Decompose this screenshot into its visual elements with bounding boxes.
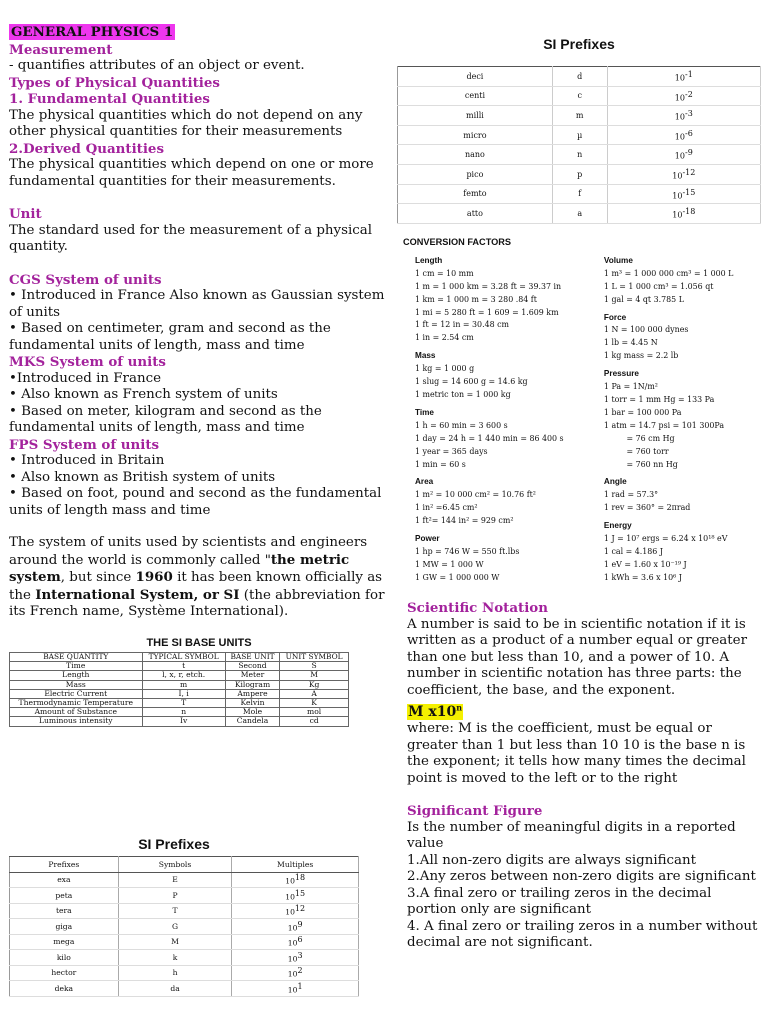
conversion-category: Power	[415, 534, 440, 544]
prefix-multiple	[607, 184, 760, 204]
prefix-symbol: da	[118, 981, 232, 997]
table-row	[10, 671, 349, 680]
table-cell: Candela	[225, 717, 280, 726]
table-cell: n	[142, 708, 225, 717]
fps-bullet: • Introduced in Britain	[9, 453, 165, 468]
conversion-line: 1 m² = 10 000 cm² = 10.76 ft²	[415, 490, 536, 500]
table-cell: Iv	[142, 717, 225, 726]
multiple-base: 10	[674, 93, 685, 103]
table-cell: t	[142, 662, 225, 671]
conversion-category: Energy	[603, 521, 632, 531]
prefix-symbol: P	[118, 888, 232, 904]
scientific-where: where: M is the coefficient, must be equal or greater than 1 but less than 10 10 is the base n is the exponent; it tells how many times the decimal point is moved to the left or to the right	[407, 721, 746, 786]
multiple-base: 10	[287, 954, 298, 964]
conversion-category: Mass	[415, 351, 436, 361]
table-header: Prefixes	[10, 857, 119, 873]
prefix-name: peta	[10, 888, 119, 904]
conversion-line: 1 km = 1 000 m = 3 280 .84 ft	[415, 294, 537, 304]
multiple-base: 10	[674, 112, 685, 122]
multiple-base: 10	[672, 210, 683, 220]
prefix-multiple	[232, 872, 359, 888]
prefix-name: kilo	[10, 950, 119, 966]
table-cell: Ampere	[225, 689, 280, 698]
table-row	[10, 934, 359, 950]
table-cell: T	[142, 699, 225, 708]
cgs-heading: CGS System of units	[9, 271, 162, 288]
prefix-name: deci	[398, 67, 553, 87]
conversion-line: 1 cm = 10 mm	[415, 268, 474, 278]
conversion-line: = 76 cm Hg	[603, 433, 675, 443]
multiple-base: 10	[285, 892, 295, 902]
conversion-line: 1 slug = 14 600 g = 14.6 kg	[415, 377, 528, 387]
conversion-line: 1 in² =6.45 cm²	[415, 503, 478, 513]
table-row	[10, 717, 349, 726]
si-base-table	[9, 652, 349, 727]
types-heading: Types of Physical Quantities	[9, 74, 220, 91]
conversion-line: 1 bar = 100 000 Pa	[603, 407, 682, 417]
multiple-exponent: 2	[297, 966, 303, 976]
conversion-line: 1 atm = 14.7 psi = 101 300Pa	[603, 420, 725, 430]
table-cell: Length	[10, 671, 143, 680]
conversion-line: 1 day = 24 h = 1 440 min = 86 400 s	[415, 433, 564, 443]
conversion-line: 1 MW = 1 000 W	[415, 559, 484, 569]
prefix-symbol: µ	[552, 125, 607, 145]
prefix-multiple	[232, 950, 359, 966]
table-cell: Electric Current	[10, 689, 143, 698]
si-prefixes-large	[9, 836, 359, 997]
conversion-line: = 760 torr	[603, 446, 669, 456]
multiple-exponent: -2	[684, 89, 693, 99]
table-header: BASE QUANTITY	[10, 653, 143, 662]
multiple-exponent: 3	[297, 950, 303, 960]
conversion-line: 1 metric ton = 1 000 kg	[415, 389, 511, 399]
conversion-line: 1 kg = 1 000 g	[415, 364, 475, 374]
prefix-name: hector	[10, 965, 119, 981]
sigfig-rule: 3.A final zero or trailing zeros in the decimal portion only are significant	[407, 885, 712, 918]
multiple-base: 10	[674, 152, 685, 161]
table-cell: I, i	[142, 689, 225, 698]
si-prefixes-small-table	[397, 66, 761, 224]
table-row	[398, 204, 761, 224]
table-row	[398, 145, 761, 165]
conversion-line: 1 h = 60 min = 3 600 s	[415, 420, 508, 430]
prefix-symbol: p	[552, 164, 607, 184]
multiple-base: 10	[287, 939, 298, 949]
mks-bullet: • Also known as French system of units	[9, 387, 278, 402]
conversion-line: 1 kg mass = 2.2 lb	[603, 351, 679, 361]
right-text-column	[407, 600, 763, 952]
table-cell: Meter	[225, 671, 280, 680]
prefix-name: femto	[398, 184, 553, 204]
prefix-symbol: k	[118, 950, 232, 966]
multiple-exponent: 18	[294, 873, 306, 883]
si-prefixes-large-title: SI Prefixes	[138, 836, 210, 852]
prefix-name: pico	[398, 164, 553, 184]
multiple-base: 10	[285, 877, 295, 887]
prefix-name: milli	[398, 106, 553, 126]
table-cell: Thermodynamic Temperature	[10, 699, 143, 708]
prefix-multiple	[232, 981, 359, 997]
table-row	[398, 125, 761, 145]
multiple-base: 10	[674, 73, 685, 83]
prefix-symbol: M	[118, 934, 232, 950]
fundamental-heading: 1. Fundamental Quantities	[9, 91, 210, 107]
table-row	[10, 950, 359, 966]
conversion-line: 1 eV = 1.60 x 10⁻¹⁹ J	[603, 559, 687, 569]
table-cell: S	[280, 662, 349, 671]
derived-heading: 2.Derived Quantities	[9, 140, 164, 157]
table-row	[10, 888, 359, 904]
conversion-line: 1 year = 365 days	[415, 446, 488, 456]
conversion-line: 1 mi = 5 280 ft = 1 609 = 1.609 km	[415, 307, 559, 317]
conversion-category: Volume	[603, 255, 633, 265]
prefix-symbol: n	[552, 145, 607, 165]
table-header: Multiples	[232, 857, 359, 873]
mks-bullet: • Based on meter, kilogram and second as the fundamental units of length, mass and time	[9, 403, 322, 435]
prefix-name: centi	[398, 86, 553, 106]
conversion-line: 1 ft²= 144 in² = 929 cm²	[415, 516, 514, 526]
prefix-symbol: c	[552, 86, 607, 106]
table-cell: Kg	[280, 680, 349, 689]
multiple-base: 10	[287, 985, 298, 995]
scientific-text: A number is said to be in scientific notation if it is written as a product of a number equal or greater than one but less than 10, and a power of 10. A number in scientific notation has three parts: the coefficient, the base, and the exponent.	[407, 616, 747, 698]
multiple-base: 10	[672, 191, 683, 201]
left-column	[9, 24, 389, 727]
conversion-category: Time	[415, 407, 434, 417]
multiple-exponent: -3	[684, 109, 693, 119]
multiple-exponent: 1	[297, 981, 303, 991]
multiple-base: 10	[674, 132, 685, 142]
scientific-heading: Scientific Notation	[407, 600, 548, 616]
table-row	[10, 981, 359, 997]
multiple-base: 10	[287, 923, 298, 933]
table-row	[10, 919, 359, 935]
table-cell: Second	[225, 662, 280, 671]
prefix-symbol: d	[552, 67, 607, 87]
conversion-line: 1 m³ = 1 000 000 cm³ = 1 000 L	[603, 268, 734, 278]
formula: M x10$^n$	[408, 702, 463, 720]
table-row	[10, 965, 359, 981]
sigfig-rule: 2.Any zeros between non-zero digits are significant	[407, 869, 756, 885]
prefix-symbol: G	[118, 919, 232, 935]
conversion-category: Pressure	[603, 369, 639, 379]
prefix-symbol: f	[552, 184, 607, 204]
conversion-right-column	[604, 255, 763, 585]
prefix-name: micro	[398, 125, 553, 145]
prefix-name: nano	[398, 145, 553, 165]
multiple-exponent: -12	[682, 167, 696, 177]
table-cell: Amount of Substance	[10, 708, 143, 717]
table-row	[10, 680, 349, 689]
table-row	[10, 903, 359, 919]
conversion-line: 1 GW = 1 000 000 W	[415, 572, 500, 582]
prefix-name: mega	[10, 934, 119, 950]
prefix-name: deka	[10, 981, 119, 997]
conversion-line: 1 rev = 360° = 2πrad	[603, 503, 691, 513]
multiple-base: 10	[285, 908, 295, 918]
prefix-multiple	[232, 903, 359, 919]
measurement-text: - quantifies attributes of an object or event.	[9, 58, 305, 73]
table-cell: Mass	[10, 680, 143, 689]
sigfig-rule: 1.All non-zero digits are always significant	[407, 852, 697, 868]
table-row	[398, 164, 761, 184]
table-cell: Kelvin	[225, 699, 280, 708]
si-prefixes-small	[397, 36, 761, 224]
fundamental-text: The physical quantities which do not depend on any other physical quantities for their measurements	[9, 107, 363, 139]
table-row	[398, 184, 761, 204]
conversion-line: 1 ft = 12 in = 30.48 cm	[415, 320, 510, 330]
cgs-bullet: • Based on centimeter, gram and second as the fundamental units of length, mass and time	[9, 321, 331, 353]
table-row	[10, 872, 359, 888]
conversion-category: Length	[415, 255, 443, 265]
sigfig-heading: Significant Figure	[407, 803, 543, 820]
prefix-multiple	[607, 86, 760, 106]
prefix-symbol: a	[552, 204, 607, 224]
table-cell: Kilogram	[225, 680, 280, 689]
conversion-left-column	[415, 255, 604, 585]
prefix-symbol: T	[118, 903, 232, 919]
multiple-exponent: -1	[684, 69, 693, 79]
conversion-line: 1 Pa = 1N/m²	[603, 382, 658, 392]
table-header: BASE UNIT	[225, 653, 280, 662]
conversion-line: 1 cal = 4.186 J	[603, 546, 663, 556]
prefix-symbol: m	[552, 106, 607, 126]
conversion-line: 1 J = 10⁷ ergs = 6.24 x 10¹⁸ eV	[603, 534, 728, 544]
fps-heading: FPS System of units	[9, 436, 160, 453]
table-cell: l, x, r, etch.	[142, 671, 225, 680]
metric-paragraph: The system of units used by scientists and engineers around the world is commonly called "the metric system, but since 1960 it has been known officially as the International System, or SI (the abbreviation for its French name, Système International).	[9, 535, 385, 619]
prefix-name: giga	[10, 919, 119, 935]
prefix-multiple	[232, 934, 359, 950]
sigfig-rule: 4. A final zero or trailing zeros in a number without decimal are not significant.	[407, 918, 758, 951]
prefix-symbol: E	[118, 872, 232, 888]
prefix-multiple	[607, 106, 760, 126]
multiple-exponent: -9	[684, 148, 693, 158]
unit-heading: Unit	[9, 206, 42, 222]
conversion-line: 1 hp = 746 W = 550 ft.lbs	[415, 546, 520, 556]
conversion-line: 1 min = 60 s	[415, 459, 466, 469]
prefix-multiple	[232, 919, 359, 935]
multiple-exponent: 9	[297, 919, 303, 929]
conversion-line: 1 m = 1 000 km = 3.28 ft = 39.37 in	[415, 281, 562, 291]
measurement-heading: Measurement	[9, 41, 113, 58]
conversion-line: 1 lb = 4.45 N	[603, 338, 658, 348]
prefix-name: atto	[398, 204, 553, 224]
conversion-line: 1 rad = 57.3°	[603, 490, 659, 500]
prefix-symbol: h	[118, 965, 232, 981]
table-header: TYPICAL SYMBOL	[142, 653, 225, 662]
si-base-title: THE SI BASE UNITS	[146, 636, 252, 649]
si-prefixes-large-table	[9, 856, 359, 997]
conversion-title: CONVERSION FACTORS	[403, 237, 512, 247]
table-row	[398, 106, 761, 126]
multiple-base: 10	[672, 171, 683, 181]
derived-text: The physical quantities which depend on one or more fundamental quantities for their measurements.	[9, 157, 374, 189]
sigfig-text: Is the number of meaningful digits in a reported value	[407, 819, 736, 852]
cgs-bullet: • Introduced in France Also known as Gaussian system of units	[9, 288, 385, 320]
prefix-name: exa	[10, 872, 119, 888]
conversion-line: = 760 nn Hg	[603, 459, 678, 469]
conversion-line: 1 torr = 1 mm Hg = 133 Pa	[603, 394, 715, 404]
prefix-name: tera	[10, 903, 119, 919]
table-cell: Time	[10, 662, 143, 671]
multiple-base: 10	[287, 970, 298, 980]
table-cell: K	[280, 699, 349, 708]
si-prefixes-small-title: SI Prefixes	[543, 36, 615, 52]
conversion-factors	[403, 236, 763, 585]
conversion-category: Area	[415, 477, 434, 487]
page-title: GENERAL PHYSICS 1	[11, 24, 174, 40]
table-cell: m	[142, 680, 225, 689]
table-row	[398, 67, 761, 87]
prefix-multiple	[607, 67, 760, 87]
prefix-multiple	[607, 145, 760, 165]
prefix-multiple	[607, 125, 760, 145]
prefix-multiple	[232, 965, 359, 981]
multiple-exponent: -15	[682, 187, 696, 197]
table-cell: mol	[280, 708, 349, 717]
prefix-multiple	[232, 888, 359, 904]
mks-heading: MKS System of units	[9, 354, 166, 370]
conversion-line: 1 N = 100 000 dynes	[603, 325, 689, 335]
table-cell: M	[280, 671, 349, 680]
prefix-multiple	[607, 164, 760, 184]
table-cell: cd	[280, 717, 349, 726]
multiple-exponent: 15	[294, 888, 306, 898]
prefix-multiple	[607, 204, 760, 224]
multiple-exponent: 6	[297, 935, 303, 945]
table-cell: A	[280, 689, 349, 698]
conversion-category: Angle	[603, 477, 627, 487]
conversion-line: 1 kWh = 3.6 x 10⁶ J	[603, 572, 682, 582]
fps-bullet: • Also known as British system of units	[9, 469, 276, 485]
unit-text: The standard used for the measurement of a physical quantity.	[9, 222, 372, 254]
multiple-exponent: -6	[684, 128, 693, 138]
mks-bullet: •Introduced in France	[9, 370, 161, 386]
conversion-line: 1 L = 1 000 cm³ = 1.056 qt	[603, 281, 714, 291]
table-cell: Mole	[225, 708, 280, 717]
conversion-line: 1 in = 2.54 cm	[415, 333, 474, 343]
multiple-exponent: -18	[682, 207, 696, 217]
table-row	[398, 86, 761, 106]
multiple-exponent: 12	[294, 904, 306, 914]
conversion-category: Force	[603, 312, 627, 322]
table-cell: Luminous intensity	[10, 717, 143, 726]
fps-bullet: • Based on foot, pound and second as the fundamental units of length mass and time	[9, 486, 382, 518]
table-header: UNIT SYMBOL	[280, 653, 349, 662]
table-header: Symbols	[118, 857, 232, 873]
conversion-line: 1 gal = 4 qt 3.785 L	[603, 294, 684, 304]
